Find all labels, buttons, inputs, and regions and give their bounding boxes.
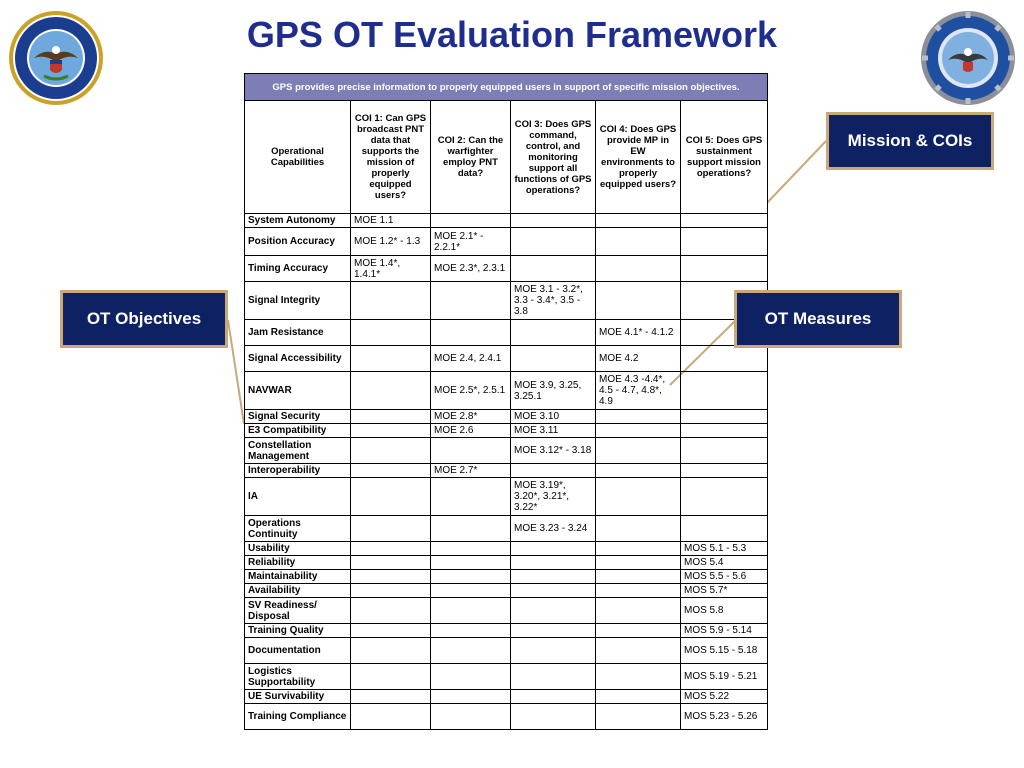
measure-cell: [596, 624, 681, 638]
measure-cell: MOE 4.1* - 4.1.2: [596, 320, 681, 346]
measure-cell: MOE 2.7*: [431, 464, 511, 478]
measure-cell: [681, 438, 768, 464]
measure-cell: MOE 2.1* - 2.2.1*: [431, 228, 511, 256]
measure-cell: [351, 282, 431, 320]
capability-cell: IA: [245, 478, 351, 516]
measure-cell: MOE 2.4, 2.4.1: [431, 346, 511, 372]
capability-cell: Usability: [245, 542, 351, 556]
measure-cell: [596, 690, 681, 704]
measure-cell: [596, 598, 681, 624]
measure-cell: MOE 4.2: [596, 346, 681, 372]
measure-cell: [681, 516, 768, 542]
measure-cell: [681, 478, 768, 516]
measure-cell: [596, 410, 681, 424]
measure-cell: [596, 438, 681, 464]
measure-cell: [431, 542, 511, 556]
table-row: [245, 584, 768, 598]
table-row: [245, 256, 768, 282]
table-row: [245, 664, 768, 690]
measure-cell: MOS 5.23 - 5.26: [681, 704, 768, 730]
measure-cell: MOS 5.5 - 5.6: [681, 570, 768, 584]
capability-cell: E3 Compatibility: [245, 424, 351, 438]
measure-cell: [511, 464, 596, 478]
measure-cell: MOE 3.23 - 3.24: [511, 516, 596, 542]
measure-cell: [351, 664, 431, 690]
measure-cell: [431, 556, 511, 570]
header-operational-capabilities: Operational Capabilities: [245, 101, 351, 214]
ot-objectives-callout: OT Objectives: [60, 290, 228, 348]
measure-cell: [511, 690, 596, 704]
measure-cell: [596, 638, 681, 664]
measure-cell: [511, 214, 596, 228]
capability-cell: Training Compliance: [245, 704, 351, 730]
measure-cell: [511, 664, 596, 690]
measure-cell: MOE 2.3*, 2.3.1: [431, 256, 511, 282]
ot-measures-callout: OT Measures: [734, 290, 902, 348]
measure-cell: MOS 5.4: [681, 556, 768, 570]
measure-cell: [511, 228, 596, 256]
measure-cell: [596, 424, 681, 438]
measure-cell: [351, 478, 431, 516]
table-row: [245, 372, 768, 410]
measure-cell: [511, 704, 596, 730]
capability-cell: Availability: [245, 584, 351, 598]
capability-cell: Timing Accuracy: [245, 256, 351, 282]
table-row: [245, 228, 768, 256]
capability-cell: Logistics Supportability: [245, 664, 351, 690]
table-row: [245, 570, 768, 584]
measure-cell: [511, 638, 596, 664]
measure-cell: [511, 256, 596, 282]
table-row: [245, 690, 768, 704]
measure-cell: [351, 542, 431, 556]
measure-cell: [351, 464, 431, 478]
table-row: [245, 410, 768, 424]
measure-cell: [431, 624, 511, 638]
measure-cell: MOE 1.2* - 1.3: [351, 228, 431, 256]
table-row: [245, 346, 768, 372]
capability-cell: Operations Continuity: [245, 516, 351, 542]
measure-cell: [351, 346, 431, 372]
measure-cell: [431, 638, 511, 664]
measure-cell: [596, 214, 681, 228]
measure-cell: [681, 214, 768, 228]
measure-cell: [431, 214, 511, 228]
measure-cell: [511, 542, 596, 556]
header-coi-1: COI 1: Can GPS broadcast PNT data that supports the mission of properly equipped users?: [351, 101, 431, 214]
measure-cell: MOE 3.9, 3.25, 3.25.1: [511, 372, 596, 410]
measure-cell: [351, 704, 431, 730]
measure-cell: [351, 598, 431, 624]
measure-cell: MOE 2.8*: [431, 410, 511, 424]
table-row: [245, 704, 768, 730]
measure-cell: [431, 516, 511, 542]
measure-cell: [681, 256, 768, 282]
measure-cell: [681, 424, 768, 438]
measure-cell: MOS 5.8: [681, 598, 768, 624]
capability-cell: Interoperability: [245, 464, 351, 478]
capability-cell: Signal Accessibility: [245, 346, 351, 372]
measure-cell: [351, 320, 431, 346]
measure-cell: MOE 4.3 -4.4*, 4.5 - 4.7, 4.8*, 4.9: [596, 372, 681, 410]
measure-cell: [596, 664, 681, 690]
measure-cell: [431, 690, 511, 704]
capability-cell: Jam Resistance: [245, 320, 351, 346]
measure-cell: [681, 372, 768, 410]
measure-cell: [681, 228, 768, 256]
measure-cell: [596, 256, 681, 282]
measure-cell: [511, 346, 596, 372]
capability-cell: Signal Integrity: [245, 282, 351, 320]
measure-cell: MOE 2.6: [431, 424, 511, 438]
measure-cell: MOS 5.9 - 5.14: [681, 624, 768, 638]
table-banner: GPS provides precise information to properly equipped users in support of specific mission objectives.: [245, 74, 768, 101]
measure-cell: [351, 638, 431, 664]
measure-cell: [431, 664, 511, 690]
capability-cell: Signal Security: [245, 410, 351, 424]
measure-cell: [351, 410, 431, 424]
capability-cell: System Autonomy: [245, 214, 351, 228]
measure-cell: [351, 570, 431, 584]
capability-cell: SV Readiness/ Disposal: [245, 598, 351, 624]
capability-cell: Training Quality: [245, 624, 351, 638]
measure-cell: [511, 570, 596, 584]
measure-cell: MOS 5.22: [681, 690, 768, 704]
capability-cell: Constellation Management: [245, 438, 351, 464]
header-coi-3: COI 3: Does GPS command, control, and monitoring support all functions of GPS operations?: [511, 101, 596, 214]
measure-cell: MOE 3.19*, 3.20*, 3.21*, 3.22*: [511, 478, 596, 516]
table-row: [245, 214, 768, 228]
capability-cell: Documentation: [245, 638, 351, 664]
measure-cell: [431, 584, 511, 598]
measure-cell: [511, 624, 596, 638]
page-title: GPS OT Evaluation Framework: [246, 14, 778, 55]
measure-cell: MOE 3.11: [511, 424, 596, 438]
measure-cell: [681, 464, 768, 478]
measure-cell: MOE 3.12* - 3.18: [511, 438, 596, 464]
measure-cell: MOS 5.7*: [681, 584, 768, 598]
capability-cell: UE Survivability: [245, 690, 351, 704]
table-row: [245, 464, 768, 478]
capability-cell: Reliability: [245, 556, 351, 570]
table-row: [245, 542, 768, 556]
header-coi-2: COI 2: Can the warfighter employ PNT data?: [431, 101, 511, 214]
measure-cell: [511, 320, 596, 346]
measure-cell: [351, 624, 431, 638]
measure-cell: MOE 3.1 - 3.2*, 3.3 - 3.4*, 3.5 - 3.8: [511, 282, 596, 320]
measure-cell: [596, 704, 681, 730]
measure-cell: [431, 478, 511, 516]
measure-cell: [431, 598, 511, 624]
capability-cell: Position Accuracy: [245, 228, 351, 256]
header-coi-4: COI 4: Does GPS provide MP in EW environments to properly equipped users?: [596, 101, 681, 214]
measure-cell: [596, 570, 681, 584]
measure-cell: MOS 5.15 - 5.18: [681, 638, 768, 664]
measure-cell: MOE 1.1: [351, 214, 431, 228]
measure-cell: [351, 556, 431, 570]
table-row: [245, 424, 768, 438]
capability-cell: NAVWAR: [245, 372, 351, 410]
measure-cell: [431, 438, 511, 464]
measure-cell: [431, 570, 511, 584]
measure-cell: MOS 5.1 - 5.3: [681, 542, 768, 556]
measure-cell: [596, 516, 681, 542]
measure-cell: [431, 282, 511, 320]
table-row: [245, 624, 768, 638]
table-header-row: [245, 101, 768, 214]
measure-cell: [351, 424, 431, 438]
measure-cell: [351, 516, 431, 542]
measure-cell: [596, 556, 681, 570]
measure-cell: MOE 1.4*, 1.4.1*: [351, 256, 431, 282]
table-row: [245, 516, 768, 542]
measure-cell: [596, 542, 681, 556]
measure-cell: [596, 584, 681, 598]
table-row: [245, 598, 768, 624]
measure-cell: [431, 704, 511, 730]
measure-cell: [351, 690, 431, 704]
measure-cell: [351, 438, 431, 464]
table-row: [245, 556, 768, 570]
measure-cell: MOE 3.10: [511, 410, 596, 424]
measure-cell: MOS 5.19 - 5.21: [681, 664, 768, 690]
measure-cell: [681, 410, 768, 424]
table-row: [245, 320, 768, 346]
measure-cell: [596, 478, 681, 516]
mission-cois-callout: Mission & COIs: [826, 112, 994, 170]
measure-cell: [596, 228, 681, 256]
measure-cell: [511, 584, 596, 598]
table-row: [245, 478, 768, 516]
measure-cell: [351, 584, 431, 598]
measure-cell: [511, 598, 596, 624]
capability-cell: Maintainability: [245, 570, 351, 584]
header-coi-5: COI 5: Does GPS sustainment support mission operations?: [681, 101, 768, 214]
table-row: [245, 638, 768, 664]
table-row: [245, 438, 768, 464]
measure-cell: MOE 2.5*, 2.5.1: [431, 372, 511, 410]
measure-cell: [351, 372, 431, 410]
measure-cell: [431, 320, 511, 346]
measure-cell: [596, 282, 681, 320]
measure-cell: [511, 556, 596, 570]
table-row: [245, 282, 768, 320]
measure-cell: [596, 464, 681, 478]
evaluation-framework-table: [244, 73, 768, 730]
measure-cell: [681, 346, 768, 372]
